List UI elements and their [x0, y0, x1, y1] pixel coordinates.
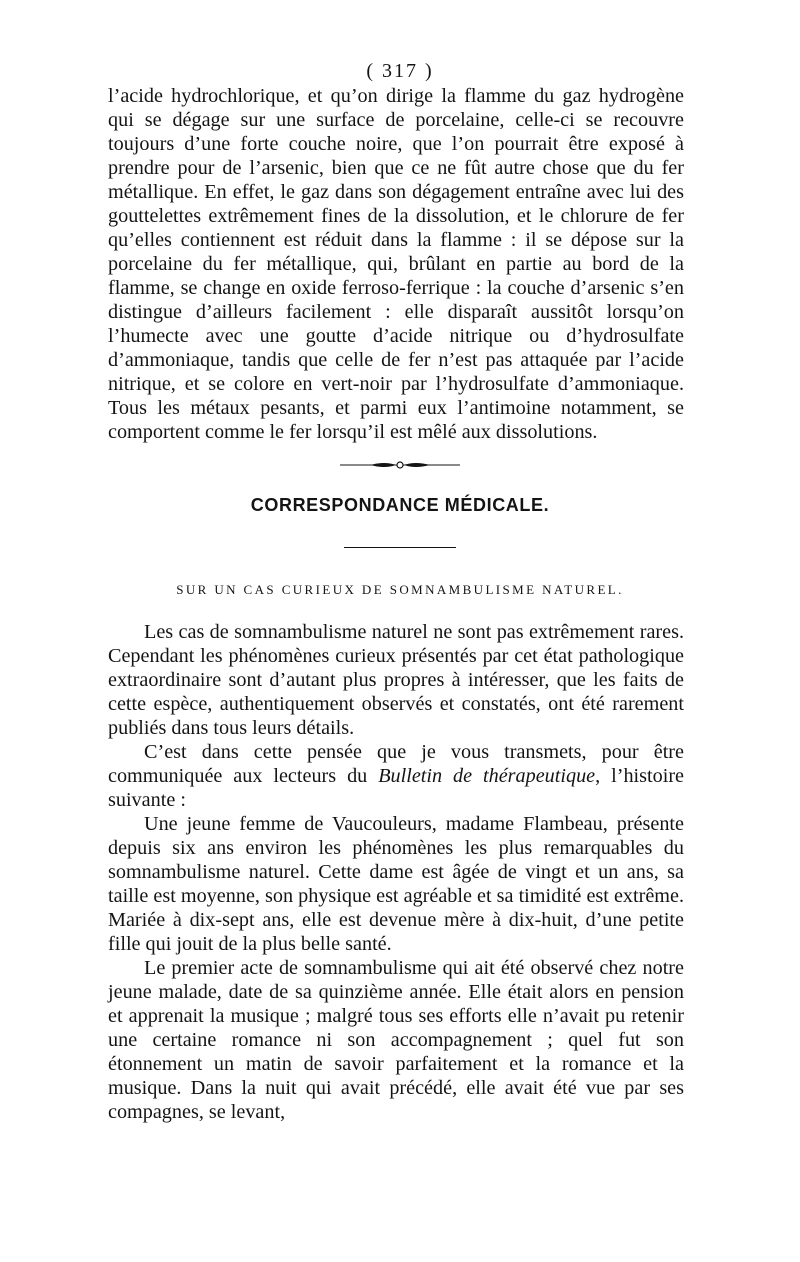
title-rule	[344, 547, 456, 548]
paragraph-2	[108, 740, 684, 812]
paragraph-2-after: , l’histoire suivante :	[108, 765, 685, 811]
paragraph-2-before: C’est dans cette pensée que je vous transmets, pour être communiquée aux lecteurs du	[108, 741, 684, 787]
paragraph-1: Les cas de somnambulisme naturel ne sont pas extrêmement rares. Cependant les phénomènes curieux présentés par cet état pathologique extraordinaire sont d’autant plus propres à intéresser, que les faits de cette espèce, authentiquement observés et constatés, ont été rarement publiés dans tous leurs détails.	[108, 621, 684, 739]
article-title: SUR UN CAS CURIEUX DE SOMNAMBULISME NATUREL.	[176, 582, 624, 597]
paragraph-4: Le premier acte de somnambulisme qui ait été observé chez notre jeune malade, date de sa quinzième année. Elle était alors en pension et apprenait la musique ; malgré tous ses efforts elle n’avait pu retenir une certaine romance ni son accompagnement ; quel fut son étonnement un matin de savoir parfaitement et la romance et la musique. Dans la nuit qui avait précédé, elle avait été vue par ses compagnes, se levant,	[108, 957, 684, 1123]
section-divider-ornament	[340, 458, 460, 472]
continued-paragraph-block	[108, 84, 684, 444]
continued-paragraph: l’acide hydrochlorique, et qu’on dirige la flamme du gaz hydrogène qui se dégage sur une surface de porcelaine, celle-ci se recouvre toujours d’une forte couche noire, que l’on pourrait être exposé à prendre pour de l’arsenic, bien que ce ne fût autre chose que du fer métallique. En effet, le gaz dans son dégagement entraîne avec lui des gouttelettes extrêmement fines de la dissolution, et le chlorure de fer qu’elles contiennent est réduit dans la flamme : il se dépose sur la porcelaine du fer métallique, qui, brûlant en partie au bord de la flamme, se change en oxide ferroso-ferrique : la couche d’arsenic s’en distingue d’ailleurs facilement : elle disparaît aussitôt lorsqu’on l’humecte avec une goutte d’acide nitrique ou d’hydrosulfate d’ammoniaque, tandis que celle de fer n’est pas attaquée par l’acide nitrique, et se colore en vert-noir par l’hydrosulfate d’ammoniaque. Tous les métaux pesants, et parmi eux l’antimoine notamment, se comportent comme le fer lorsqu’il est mêlé aux dissolutions.	[108, 85, 684, 443]
paragraph-3: Une jeune femme de Vaucouleurs, madame Flambeau, présente depuis six ans environ les phénomènes les plus remarquables du somnambulisme naturel. Cette dame est âgée de vingt et un ans, sa taille est moyenne, son physique est agréable et sa timidité est extrême. Mariée à dix-sept ans, elle est devenue mère à dix-huit, d’une petite fille qui jouit de la plus belle santé.	[108, 813, 684, 955]
journal-title: Bulletin de thérapeutique	[378, 765, 596, 787]
article-body	[108, 620, 684, 1124]
page-number: ( 317 )	[366, 60, 434, 82]
section-title: CORRESPONDANCE MÉDICALE.	[250, 495, 550, 515]
